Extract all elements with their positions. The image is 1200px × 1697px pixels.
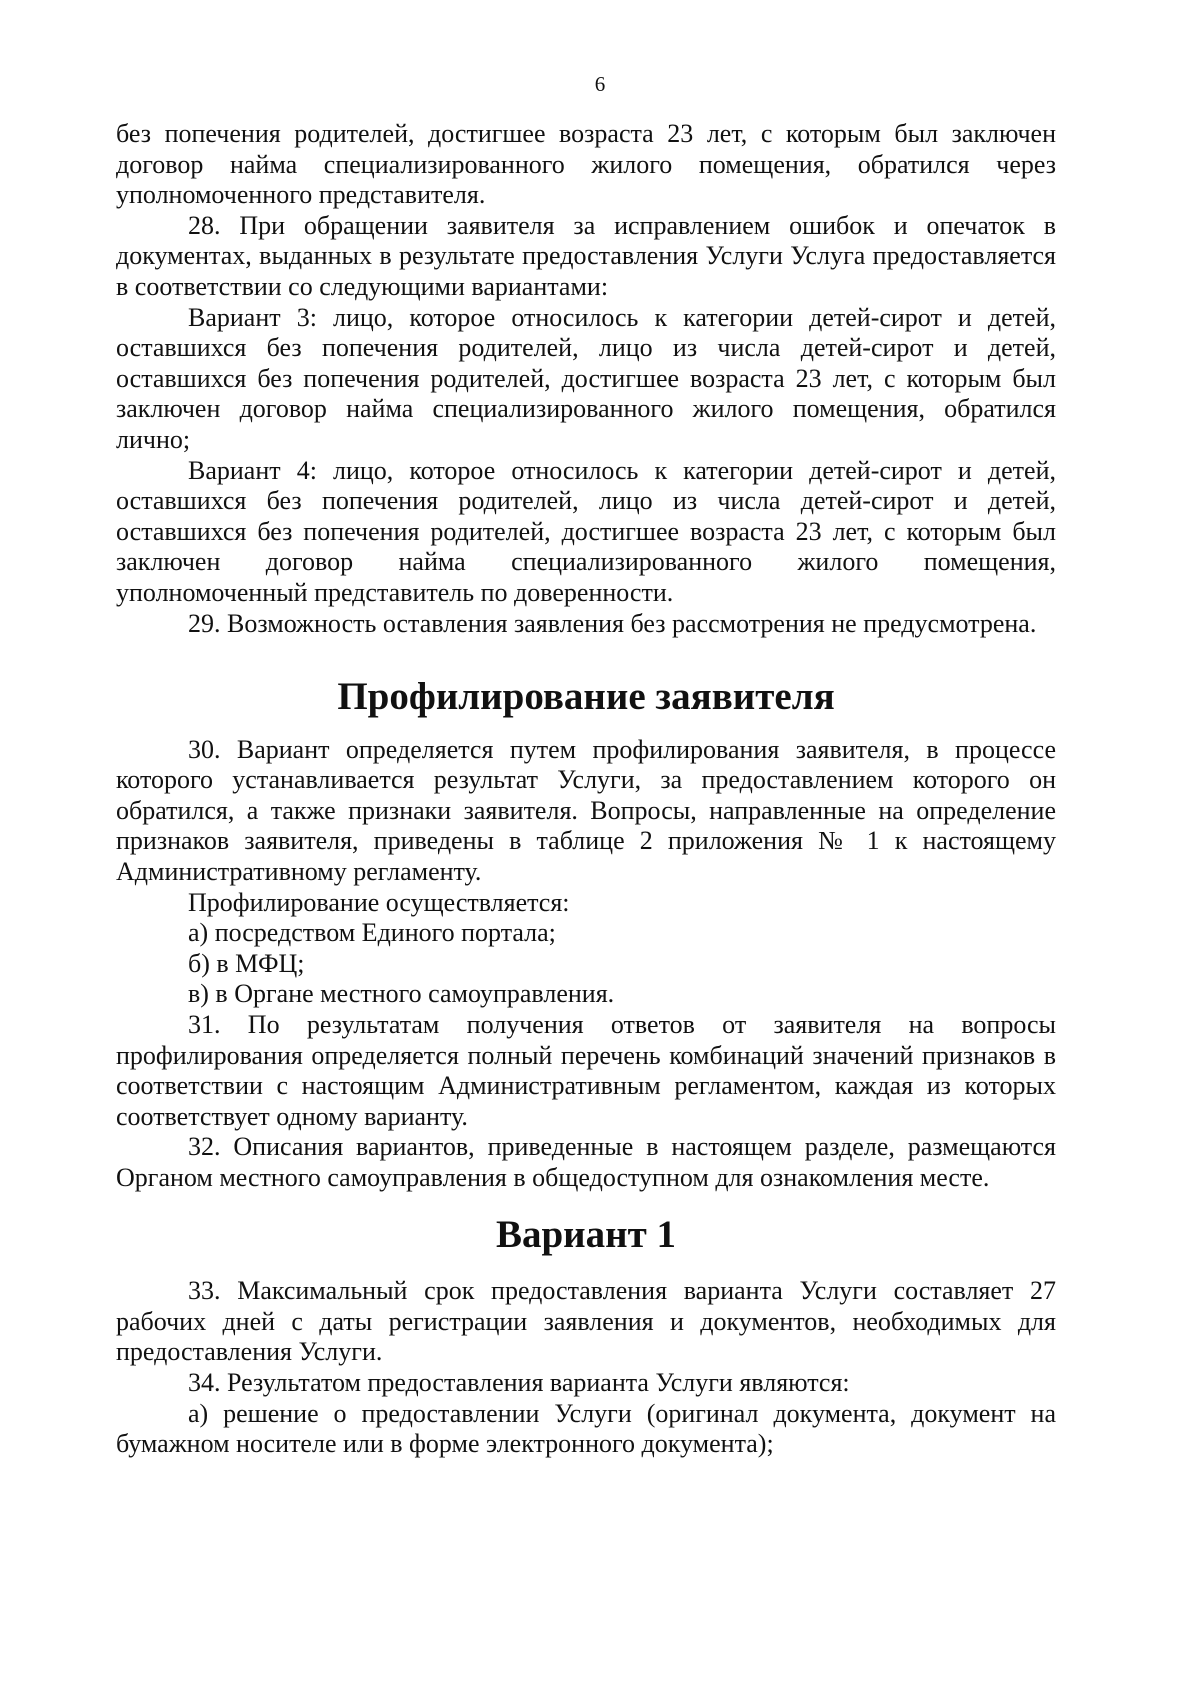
- paragraph: 33. Максимальный срок предоставления варианта Услуги составляет 27 рабочих дней с даты регистрации заявления и документов, необходимых для предоставления Услуги.: [116, 1276, 1056, 1367]
- paragraph: 34. Результатом предоставления варианта Услуги являются:: [188, 1367, 850, 1397]
- paragraph: 32. Описания вариантов, приведенные в настоящем разделе, размещаются Органом местного самоуправления в общедоступном для ознакомления месте.: [116, 1132, 1056, 1192]
- paragraph: 29. Возможность оставления заявления без рассмотрения не предусмотрена.: [188, 608, 1037, 638]
- list-item: б) в МФЦ;: [188, 948, 305, 978]
- paragraph: Профилирование осуществляется:: [188, 887, 570, 917]
- list-item: в) в Органе местного самоуправления.: [188, 979, 615, 1009]
- paragraph: 28. При обращении заявителя за исправлением ошибок и опечаток в документах, выданных в результате предоставления Услуги Услуга предоставляется в соответствии со следующими вариантами:: [116, 210, 1056, 301]
- paragraph: 31. По результатам получения ответов от заявителя на вопросы профилирования определяется полный перечень комбинаций значений признаков в соответствии с настоящим Административным регламентом, каждая из которых соответствует одному варианту.: [116, 1010, 1056, 1131]
- paragraph: Вариант 4: лицо, которое относилось к категории детей-сирот и детей, оставшихся без попечения родителей, лицо из числа детей-сирот и детей, оставшихся без попечения родителей, достигшее возраста 23 лет, с которым был заключен договор найма специализированного жилого помещения, уполномоченный представитель по доверенности.: [116, 455, 1056, 607]
- paragraph: 30. Вариант определяется путем профилирования заявителя, в процессе которого устанавливается результат Услуги, за предоставлением которого он обратился, а также признаки заявителя. Вопросы, направленные на определение признаков заявителя, приведены в таблице 2 приложения № 1 к настоящему Административному регламенту.: [116, 734, 1056, 887]
- section-heading-profiling: Профилирование заявителя: [337, 675, 835, 719]
- list-item: а) посредством Единого портала;: [188, 918, 556, 948]
- document-body: [116, 119, 1056, 1460]
- page-number: 6: [594, 72, 606, 96]
- paragraph: без попечения родителей, достигшее возраста 23 лет, с которым был заключен договор найма специализированного жилого помещения, обратился через уполномоченного представителя.: [116, 119, 1056, 210]
- list-item: а) решение о предоставлении Услуги (оригинал документа, документ на бумажном носителе или в форме электронного документа);: [116, 1398, 1056, 1459]
- section-heading-variant: Вариант 1: [495, 1212, 677, 1256]
- paragraph: Вариант 3: лицо, которое относилось к категории детей-сирот и детей, оставшихся без попечения родителей, лицо из числа детей-сирот и детей, оставшихся без попечения родителей, достигшее возраста 23 лет, с которым был заключен договор найма специализированного жилого помещения, обратился лично;: [116, 302, 1056, 454]
